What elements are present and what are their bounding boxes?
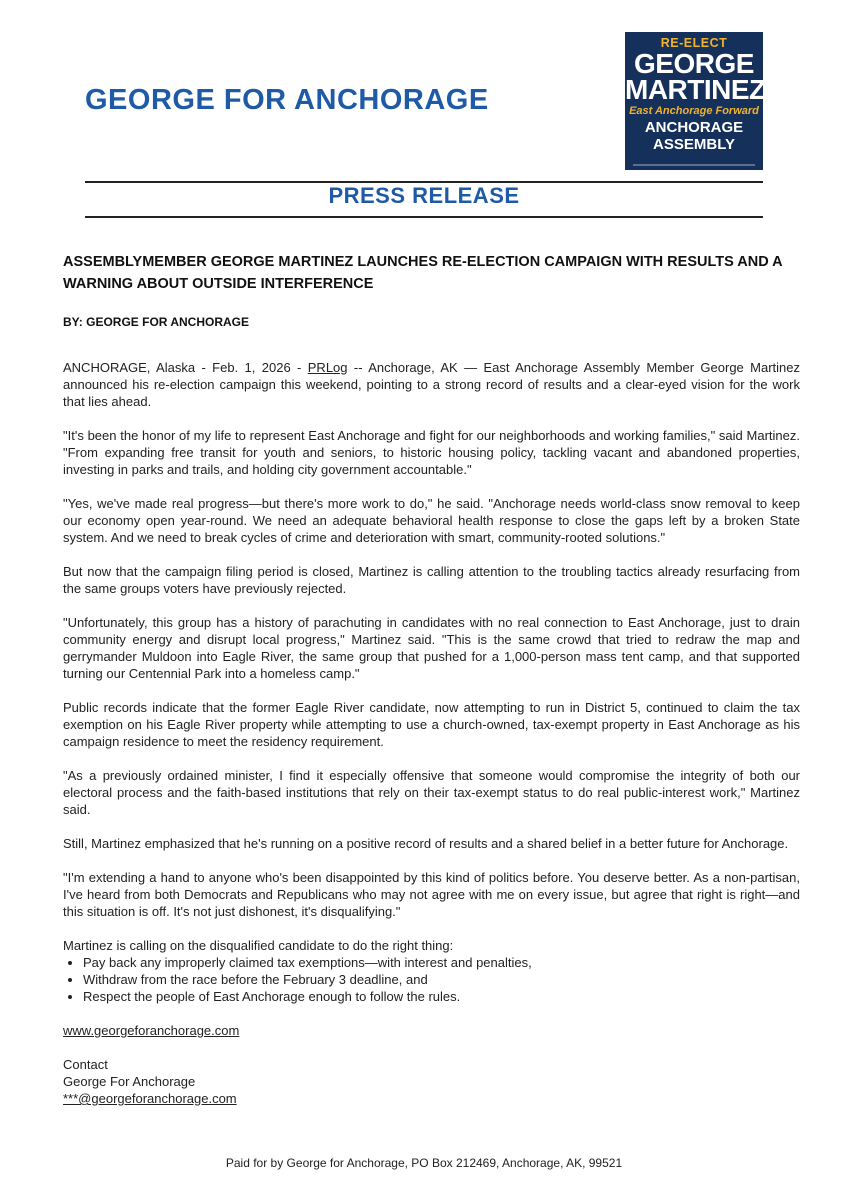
contact-name: George For Anchorage <box>63 1074 196 1089</box>
paragraph: Still, Martinez emphasized that he's running on a positive record of results and a shared belief in a better future for Anchorage. <box>63 836 789 851</box>
paragraph: But now that the campaign filing period is closed, Martinez is calling attention to the troubling tactics already resurfacing from the same groups voters have previously rejected. <box>63 564 800 596</box>
contact-label: Contact <box>63 1057 108 1072</box>
paragraph: "I'm extending a hand to anyone who's been disappointed by this kind of politics before. You deserve better. As a non-partisan, I've heard from both Democrats and Republicans who may not agree with me on every issue, but agree that right is right—and this situation is off. It's not just dishonest, it's disqualifying." <box>63 870 800 919</box>
dateline-rest: -- Anchorage, AK — East Anchorage Assembly Member George Martinez announced his re-election campaign this weekend, pointing to a strong record of results and a clear-eyed vision for the work that lies ahead. <box>63 360 801 409</box>
campaign-logo <box>625 32 766 170</box>
logo-anchorage: ANCHORAGE <box>644 119 744 136</box>
logo-last-name: MARTINEZ <box>625 74 766 105</box>
prlog-link[interactable]: PRLog <box>307 360 348 375</box>
paid-for-disclaimer: Paid for by George for Anchorage, PO Box 212469, Anchorage, AK, 99521 <box>225 1156 623 1170</box>
list-item: • Withdraw from the race before the February 3 deadline, and <box>83 971 800 988</box>
list-item: • Pay back any improperly claimed tax exemptions—with interest and penalties, <box>83 954 800 971</box>
contact-email-link[interactable]: ***@georgeforanchorage.com <box>63 1091 237 1106</box>
demands-list <box>63 954 800 1005</box>
byline: BY: GEORGE FOR ANCHORAGE <box>63 315 250 329</box>
article-body <box>63 359 800 1107</box>
paragraph: "Yes, we've made real progress—but there's more work to do," he said. "Anchorage needs world-class snow removal to keep our economy open year-round. We need an adequate behavioral health response to close the gaps left by a broken State system. And we need to break cycles of crime and deterioration with smart, community-rooted solutions." <box>63 496 800 545</box>
logo-reelect: RE-ELECT <box>660 36 728 50</box>
list-item: • Respect the people of East Anchorage enough to follow the rules. <box>83 988 800 1005</box>
org-title: GEORGE FOR ANCHORAGE <box>85 84 489 116</box>
dateline-paragraph <box>63 359 800 410</box>
list-intro: Martinez is calling on the disqualified candidate to do the right thing: <box>63 938 454 953</box>
logo-tagline: East Anchorage Forward <box>629 105 759 117</box>
logo-assembly: ASSEMBLY <box>653 136 735 153</box>
bottom-rule <box>85 216 763 218</box>
logo-first-name: GEORGE <box>634 48 754 79</box>
contact-block <box>63 1056 800 1107</box>
paragraph: "As a previously ordained minister, I find it especially offensive that someone would compromise the integrity of both our electoral process and the faith-based institutions that rely on their tax-exempt status to do real public-interest work," Martinez said. <box>63 768 800 817</box>
dateline: ANCHORAGE, Alaska - Feb. 1, 2026 - <box>63 360 308 375</box>
paragraph: "Unfortunately, this group has a history of parachuting in candidates with no real connection to East Anchorage, just to drain community energy and disrupt local progress," Martinez said. "This is the same crowd that tried to redraw the map and gerrymander Muldoon into Eagle River, the same group that pushed for a 1,000-person mass tent camp, and that supported turning our Centennial Park into a homeless camp." <box>63 615 800 681</box>
logo-fine-print <box>633 164 755 166</box>
press-release-label: PRESS RELEASE <box>328 183 520 208</box>
website-link[interactable]: www.georgeforanchorage.com <box>63 1023 240 1038</box>
paragraph: Public records indicate that the former Eagle River candidate, now attempting to run in District 5, continued to claim the tax exemption on his Eagle River property while attempting to use a church-owned, tax-exempt property in East Anchorage as his campaign residence to meet the residency requirement. <box>63 700 800 749</box>
headline: ASSEMBLYMEMBER GEORGE MARTINEZ LAUNCHES RE-ELECTION CAMPAIGN WITH RESULTS AND A WARNING ABOUT OUTSIDE INTERFERENCE <box>63 254 783 292</box>
paragraph: "It's been the honor of my life to represent East Anchorage and fight for our neighborhoods and working families," said Martinez. "From expanding free transit for youth and seniors, to historic housing policy, tackling vacant and abandoned properties, investing in parks and trails, and holding city government accountable." <box>63 428 800 477</box>
